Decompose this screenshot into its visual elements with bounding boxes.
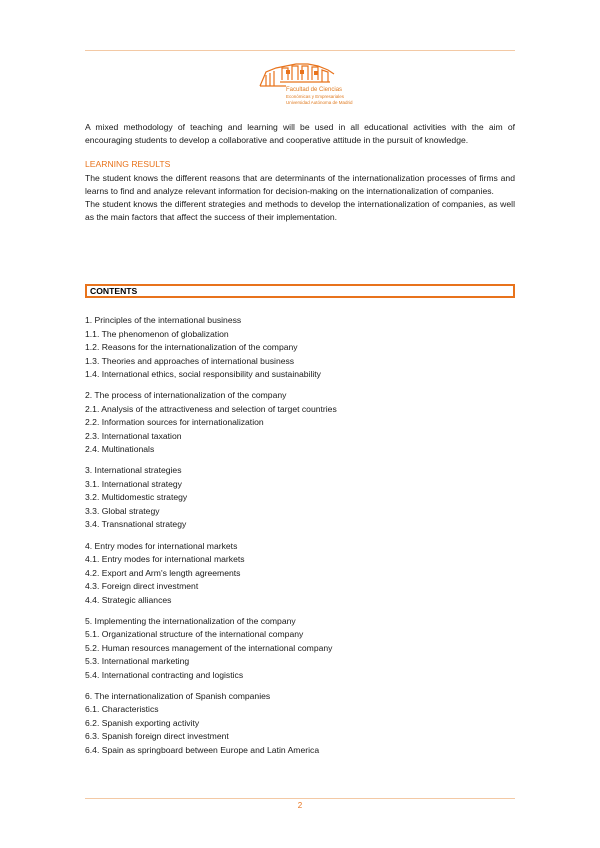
logo-line: Universidad Autónoma de Madrid <box>286 99 353 105</box>
toc-subitem: 4.2. Export and Arm's length agreements <box>85 567 241 578</box>
toc-subitem: 1.4. International ethics, social responsibility and sustainability <box>85 369 321 379</box>
logo-line: Económicas y Empresariales <box>286 94 345 99</box>
toc-subitem: 5.2. Human resources management of the international company <box>85 642 333 653</box>
logo-line: Facultad de Ciencias <box>286 87 343 93</box>
toc-subitem: 6.1. Characteristics <box>85 704 159 715</box>
toc-section <box>85 690 515 758</box>
toc-subitem: 6.3. Spanish foreign direct investment <box>85 731 229 742</box>
toc-subitem: 5.1. Organizational structure of the international company <box>85 629 304 640</box>
toc-chapter: 6. The internationalization of Spanish companies <box>85 690 271 701</box>
toc-subitem: 3.1. International strategy <box>85 478 182 489</box>
toc-subitem: 5.4. International contracting and logistics <box>85 669 244 680</box>
toc-subitem: 5.3. International marketing <box>85 656 190 667</box>
toc-subitem: 1.3. Theories and approaches of international business <box>85 355 295 366</box>
toc-subitem: 2.3. International taxation <box>85 430 182 441</box>
toc-chapter: 2. The process of internationalization of the company <box>85 390 287 401</box>
table-of-contents <box>85 314 515 765</box>
toc-chapter: 5. Implementing the internationalization of the company <box>85 615 296 626</box>
header-rule <box>85 50 515 51</box>
contents-heading: CONTENTS <box>85 284 515 298</box>
page-number: 2 <box>297 801 303 810</box>
learning-results-paragraph: The student knows the different reasons that are determinants of the internationalization processes of firms and learns to find and analyze relevant information for decision-making on the internationalization of companies. <box>85 172 515 196</box>
toc-section <box>85 314 515 382</box>
toc-subitem: 3.4. Transnational strategy <box>85 519 187 530</box>
toc-section <box>85 389 515 457</box>
toc-subitem: 1.1. The phenomenon of globalization <box>85 328 229 339</box>
toc-subitem: 6.2. Spanish exporting activity <box>85 717 200 728</box>
toc-subitem: 3.2. Multidomestic strategy <box>85 492 188 503</box>
toc-subitem: 4.4. Strategic alliances <box>85 594 172 605</box>
toc-subitem: 2.2. Information sources for internationalization <box>85 417 264 428</box>
toc-section <box>85 540 515 608</box>
toc-subitem: 4.3. Foreign direct investment <box>85 581 199 592</box>
toc-subitem: 2.4. Multinationals <box>85 444 155 455</box>
toc-subitem: 2.1. Analysis of the attractiveness and selection of target countries <box>85 403 337 414</box>
learning-results-heading: LEARNING RESULTS <box>85 159 171 170</box>
toc-subitem: 1.2. Reasons for the internationalization of the company <box>85 342 298 352</box>
logo-caption <box>286 87 353 105</box>
toc-section <box>85 464 515 532</box>
toc-subitem: 6.4. Spain as springboard between Europe and Latin America <box>85 744 320 755</box>
toc-subitem: 4.1. Entry modes for international markets <box>85 554 245 565</box>
toc-chapter: 3. International strategies <box>85 465 182 476</box>
learning-results-paragraph: The student knows the different strategies and methods to develop the internationalization of companies, as well as the main factors that affect the success of their implementation. <box>85 199 515 223</box>
toc-chapter: 1. Principles of the international business <box>85 315 242 325</box>
toc-subitem: 3.3. Global strategy <box>85 505 160 516</box>
intro-section <box>85 121 515 224</box>
toc-chapter: 4. Entry modes for international markets <box>85 540 238 551</box>
methodology-paragraph: A mixed methodology of teaching and learning will be used in all educational activities with the aim of encouraging students to develop a collaborative and cooperative attitude in the pursuit of knowledge. <box>85 122 515 146</box>
footer-rule <box>85 798 515 799</box>
toc-section <box>85 615 515 683</box>
faculty-logo <box>256 58 353 110</box>
